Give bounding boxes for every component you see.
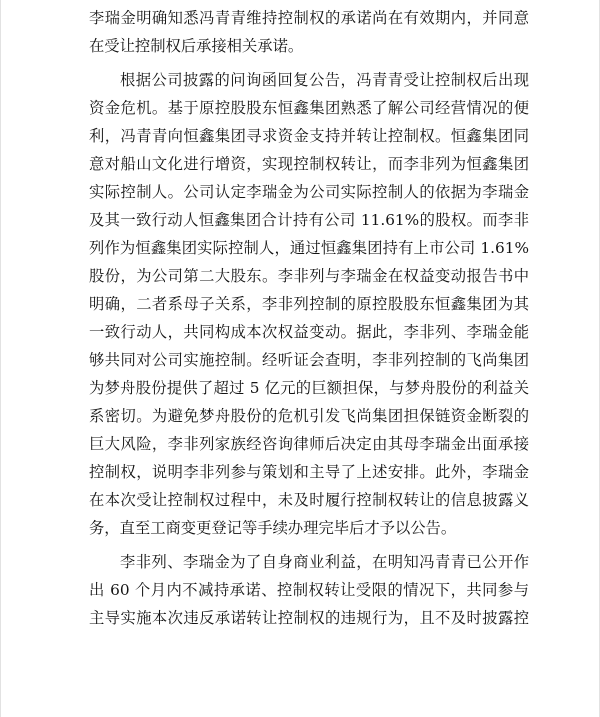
text-line: 列作为恒鑫集团实际控制人，通过恒鑫集团持有上市公司 1.61% — [89, 239, 529, 257]
text-line: 实际控制人。公司认定李瑞金为公司实际控制人的依据为李瑞金 — [89, 183, 529, 201]
text-line: 出 60 个月内不减持承诺、控制权转让受限的情况下，共同参与 — [89, 581, 529, 599]
text-line: 主导实施本次违反承诺转让控制权的违规行为，且不及时披露控 — [89, 609, 529, 627]
text-line: 在本次受让控制权过程中，未及时履行控制权转让的信息披露义 — [89, 491, 529, 509]
document-body — [89, 4, 529, 638]
text-line: 够共同对公司实施控制。经听证会查明，李非列控制的飞尚集团 — [89, 351, 529, 369]
text-line: 一致行动人，共同构成本次权益变动。据此，李非列、李瑞金能 — [89, 323, 529, 341]
paragraph — [89, 548, 529, 632]
text-line: 明确，二者系母子关系，李非列控制的原控股股东恒鑫集团为其 — [89, 295, 529, 313]
text-line: 根据公司披露的问询函回复公告，冯青青受让控制权后出现 — [120, 71, 529, 89]
text-line: 资金危机。基于原控股股东恒鑫集团熟悉了解公司经营情况的便 — [89, 99, 529, 117]
paragraph — [89, 4, 529, 60]
text-line: 系密切。为避免梦舟股份的危机引发飞尚集团担保链资金断裂的 — [89, 407, 529, 425]
text-line: 意对船山文化进行增资，实现控制权转让，而李非列为恒鑫集团 — [89, 155, 529, 173]
paragraph — [89, 66, 529, 542]
text-line: 李瑞金明确知悉冯青青维持控制权的承诺尚在有效期内，并同意 — [89, 9, 529, 27]
text-line: 为梦舟股份提供了超过 5 亿元的巨额担保，与梦舟股份的利益关 — [89, 379, 529, 397]
text-line: 控制权，说明李非列参与策划和主导了上述安排。此外，李瑞金 — [89, 463, 529, 481]
text-line: 李非列、李瑞金为了自身商业利益，在明知冯青青已公开作 — [120, 553, 529, 571]
text-line: 在受让控制权后承接相关承诺。 — [89, 37, 304, 55]
text-line: 巨大风险，李非列家族经咨询律师后决定由其母李瑞金出面承接 — [89, 435, 529, 453]
text-line: 务，直至工商变更登记等手续办理完毕后才予以公告。 — [89, 519, 457, 537]
text-line: 及其一致行动人恒鑫集团合计持有公司 11.61%的股权。而李非 — [89, 211, 529, 229]
text-line: 股份，为公司第二大股东。李非列与李瑞金在权益变动报告书中 — [89, 267, 529, 285]
text-line: 利，冯青青向恒鑫集团寻求资金支持并转让控制权。恒鑫集团同 — [89, 127, 529, 145]
